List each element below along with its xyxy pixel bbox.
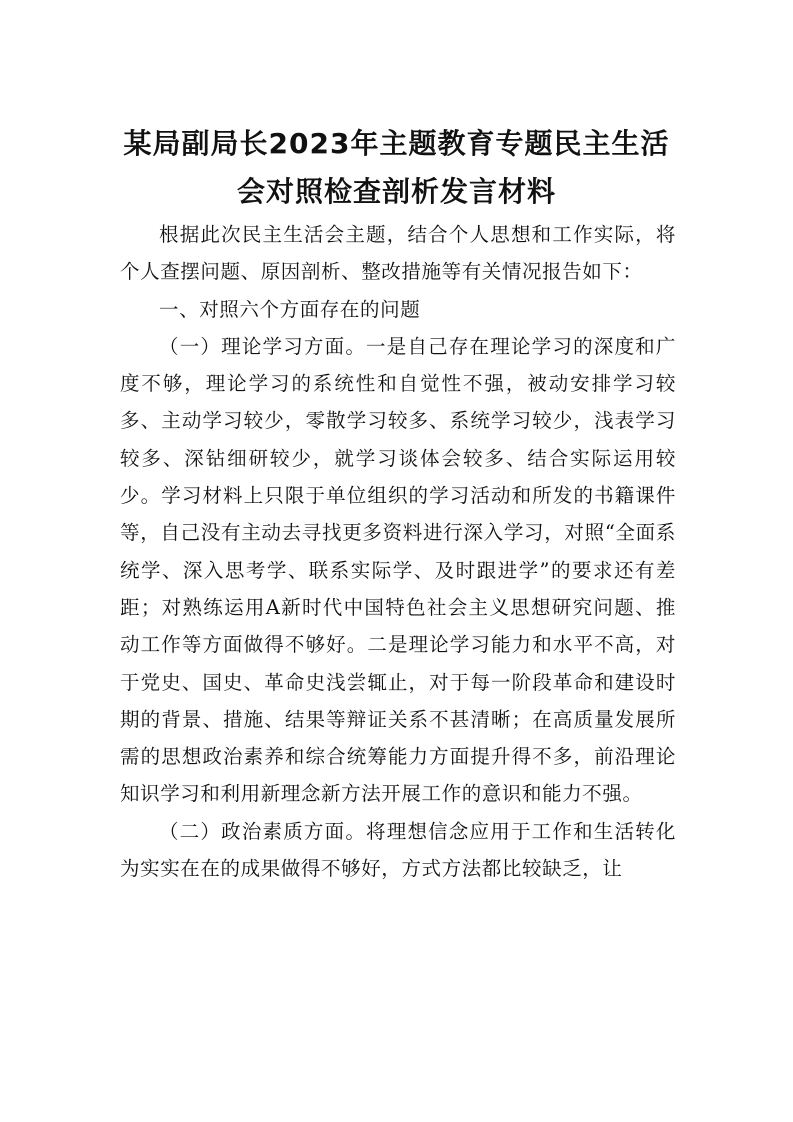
title-line-2: 会对照检查剖析发言材料	[236, 175, 556, 208]
section-heading: 一、对照六个方面存在的问题	[159, 297, 421, 321]
theory-study-paragraph: （一）理论学习方面。一是自己存在理论学习的深度和广度不够，理论学习的系统性和自觉性不强，被动安排学习较多、主动学习较少，零散学习较多、系统学习较少，浅表学习较多、深钻细研较少，就学习谈体会较多、结合实际运用较少。学习材料上只限于单位组织的学习活动和所发的书籍课件等，自己没有主动去寻找更多资料进行深入学习，对照“全面系统学、深入思考学、联系实际学、及时跟进学”的要求还有差距；对熟练运用A新时代中国特色社会主义思想研究问题、推动工作等方面做得不够好。二是理论学习能力和水平不高，对于党史、国史、革命史浅尝辄止，对于每一阶段革命和建设时期的背景、措施、结果等辩证关系不甚清晰；在高质量发展所需的思想政治素养和综合统筹能力方面提升得不多，前沿理论知识学习和利用新理念新方法开展工作的意识和能力不强。	[120, 334, 676, 806]
political-quality-paragraph: （二）政治素质方面。将理想信念应用于工作和生活转化为实实在在的成果做得不够好，方式方法都比较缺乏，让	[120, 819, 676, 881]
document-body	[120, 216, 676, 887]
document-title	[100, 120, 693, 216]
intro-paragraph: 根据此次民主生活会主题，结合个人思想和工作实际，将个人查摆问题、原因剖析、整改措施等有关情况报告如下：	[120, 223, 676, 284]
title-line-1: 某局副局长2023年主题教育专题民主生活	[123, 127, 670, 160]
